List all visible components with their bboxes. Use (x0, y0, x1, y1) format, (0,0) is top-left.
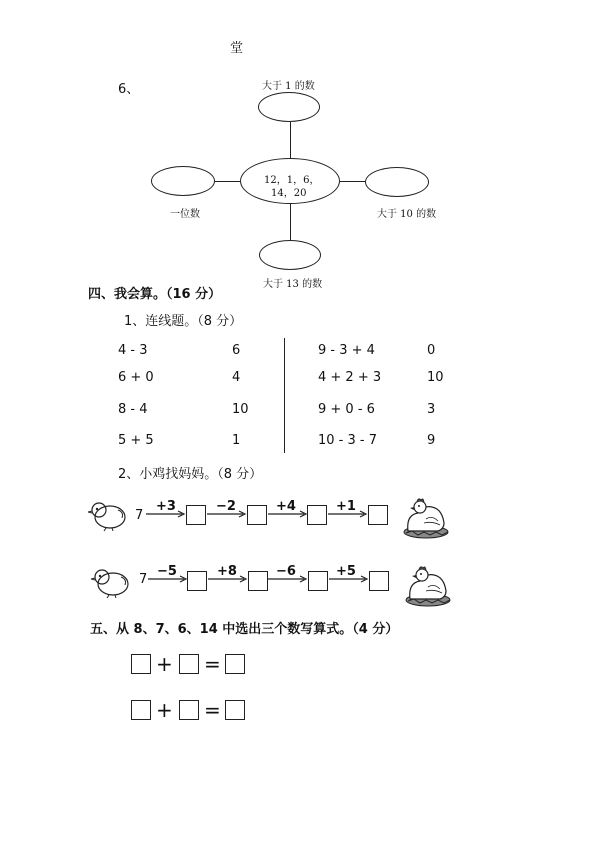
q6-top-connector (290, 122, 291, 160)
right-expr[interactable]: 4 + 2 + 3 (318, 370, 382, 385)
q6-left-label: 一位数 (170, 209, 200, 220)
q6-top-ellipse[interactable] (258, 92, 320, 122)
arrow-right-icon (148, 575, 188, 583)
equals-sign: = (204, 652, 221, 676)
chain2-op: −6 (276, 564, 296, 579)
chain2-answer-box[interactable] (308, 571, 328, 591)
q6-right-label: 大于 10 的数 (377, 209, 437, 220)
right-expr[interactable]: 9 - 3 + 4 (318, 343, 375, 358)
left-expr[interactable]: 6 + 0 (118, 370, 154, 385)
left-expr[interactable]: 4 - 3 (118, 343, 148, 358)
result-box[interactable] (225, 654, 245, 674)
section4-title: 四、我会算。（16 分） (88, 287, 222, 302)
arrow-right-icon (268, 575, 308, 583)
right-expr[interactable]: 9 + 0 - 6 (318, 402, 375, 417)
operand-box[interactable] (179, 654, 199, 674)
left-answer[interactable]: 10 (232, 402, 249, 417)
left-expr[interactable]: 8 - 4 (118, 402, 148, 417)
arrow-right-icon (207, 510, 247, 518)
right-expr[interactable]: 10 - 3 - 7 (318, 433, 377, 448)
left-answer[interactable]: 6 (232, 343, 241, 358)
q6-center-line1: 12，1，6， (264, 175, 320, 186)
arrow-right-icon (268, 510, 308, 518)
chain2-op: −5 (157, 564, 177, 579)
q6-top-label: 大于 1 的数 (262, 81, 315, 92)
chick-icon (91, 565, 133, 599)
result-box[interactable] (225, 700, 245, 720)
chain1-answer-box[interactable] (186, 505, 206, 525)
chain2-start: 7 (139, 572, 148, 587)
section4-q1-title: 1、连线题。（8 分） (124, 314, 243, 329)
q6-left-ellipse[interactable] (151, 166, 215, 196)
arrow-right-icon (329, 575, 369, 583)
q6-number: 6、 (118, 82, 140, 97)
matching-divider (284, 338, 285, 453)
chain2-answer-box[interactable] (248, 571, 268, 591)
chain2-answer-box[interactable] (187, 571, 207, 591)
left-answer[interactable]: 1 (232, 433, 241, 448)
q6-right-connector (340, 181, 365, 182)
section4-q2-title: 2、小鸡找妈妈。（8 分） (118, 467, 263, 482)
hen-icon (404, 563, 452, 607)
arrow-right-icon (328, 510, 368, 518)
plus-sign: + (156, 698, 173, 722)
arrow-right-icon (146, 510, 186, 518)
chain2-op: +5 (336, 564, 356, 579)
operand-box[interactable] (179, 700, 199, 720)
q6-center-line2: 14，20 (271, 188, 307, 199)
chain1-op: +1 (336, 499, 356, 514)
chain1-op: +4 (276, 499, 296, 514)
right-answer[interactable]: 3 (427, 402, 436, 417)
chain1-answer-box[interactable] (368, 505, 388, 525)
chain2-answer-box[interactable] (369, 571, 389, 591)
operand-box[interactable] (131, 654, 151, 674)
chain2-op: +8 (217, 564, 237, 579)
equals-sign: = (204, 698, 221, 722)
q6-bottom-label: 大于 13 的数 (263, 279, 323, 290)
header-char: 堂 (230, 41, 244, 56)
q6-bottom-connector (290, 204, 291, 240)
plus-sign: + (156, 652, 173, 676)
hen-icon (402, 495, 450, 539)
section5-title: 五、从 8、7、6、14 中选出三个数写算式。（4 分） (90, 622, 399, 637)
chain1-answer-box[interactable] (247, 505, 267, 525)
chain1-start: 7 (135, 508, 144, 523)
left-answer[interactable]: 4 (232, 370, 241, 385)
left-expr[interactable]: 5 + 5 (118, 433, 154, 448)
operand-box[interactable] (131, 700, 151, 720)
chain1-op: −2 (216, 499, 236, 514)
q6-right-ellipse[interactable] (365, 167, 429, 197)
q6-bottom-ellipse[interactable] (259, 240, 321, 270)
arrow-right-icon (208, 575, 248, 583)
chain1-answer-box[interactable] (307, 505, 327, 525)
chick-icon (88, 498, 130, 532)
chain1-op: +3 (156, 499, 176, 514)
right-answer[interactable]: 10 (427, 370, 444, 385)
q6-left-connector (215, 181, 240, 182)
right-answer[interactable]: 0 (427, 343, 436, 358)
right-answer[interactable]: 9 (427, 433, 436, 448)
